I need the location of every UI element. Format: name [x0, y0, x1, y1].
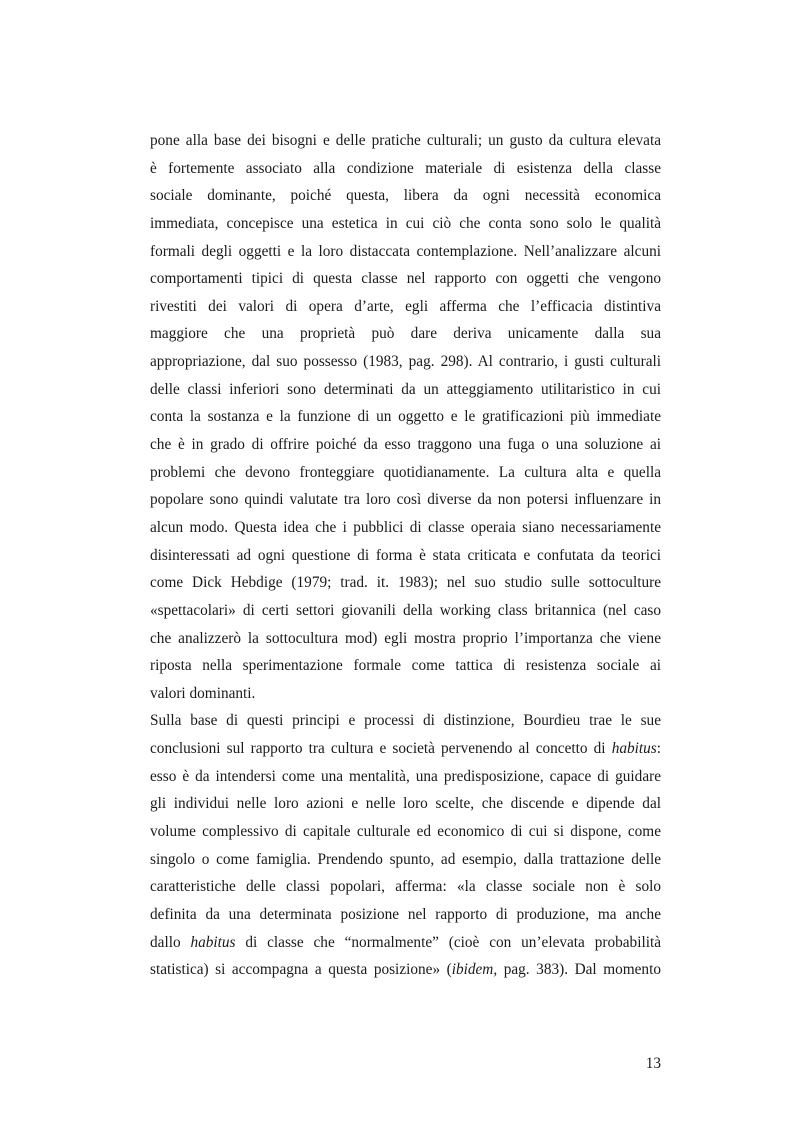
- text-line: [150, 680, 661, 708]
- text-segment: «spettacolari» di certi settori giovanili della working class britannica (nel caso: [150, 601, 661, 619]
- text-segment: statistica) si accompagna a questa posizione» (: [150, 961, 452, 979]
- text-segment: rivestiti dei valori di opera d’arte, egli afferma che l’efficacia distintiva: [150, 297, 661, 315]
- text-line: [150, 403, 661, 431]
- text-segment: di classe che “normalmente” (cioè con un’elevata probabilità: [235, 933, 661, 951]
- text-segment: caratteristiche delle classi popolari, afferma: «la classe sociale non è solo: [150, 878, 661, 896]
- text-line: [150, 790, 661, 818]
- text-line: [150, 155, 661, 183]
- text-segment: disinteressati ad ogni questione di forma è stata criticata e confutata da teorici: [150, 546, 661, 564]
- text-line: [150, 376, 661, 404]
- text-segment: definita da una determinata posizione nel rapporto di produzione, ma anche: [150, 905, 661, 923]
- text-line: [150, 320, 661, 348]
- text-line: [150, 542, 661, 570]
- text-segment: è fortemente associato alla condizione materiale di esistenza della classe: [150, 159, 661, 177]
- text-segment: sociale dominante, poiché questa, libera da ogni necessità economica: [150, 187, 661, 205]
- text-segment: che analizzerò la sottocultura mod) egli mostra proprio l’importanza che viene: [150, 629, 661, 647]
- text-segment: appropriazione, dal suo possesso (1983, pag. 298). Al contrario, i gusti culturali: [150, 353, 661, 371]
- text-line: [150, 763, 661, 791]
- text-line: [150, 818, 661, 846]
- text-segment: dallo: [150, 933, 191, 951]
- text-segment: che è in grado di offrire poiché da esso traggono una fuga o una soluzione ai: [150, 436, 661, 454]
- text-line: [150, 127, 661, 155]
- text-segment: Sulla base di questi principi e processi di distinzione, Bourdieu trae le sue: [150, 712, 661, 730]
- text-line: [150, 652, 661, 680]
- text-line: [150, 348, 661, 376]
- text-line: [150, 293, 661, 321]
- text-segment: gli individui nelle loro azioni e nelle loro scelte, che discende e dipende dal: [150, 795, 661, 813]
- text-segment: pag. 383). Dal momento: [497, 961, 661, 979]
- text-segment: immediata, concepisce una estetica in cui ciò che conta sono solo le qualità: [150, 214, 661, 232]
- text-line: [150, 265, 661, 293]
- text-segment: pone alla base dei bisogni e delle pratiche culturali; un gusto da cultura elevata: [150, 132, 661, 149]
- italic-term: ibidem,: [451, 961, 498, 979]
- text-line: [150, 625, 661, 653]
- text-segment: formali degli oggetti e la loro distaccata contemplazione. Nell’analizzare alcuni: [150, 242, 661, 260]
- text-line: [150, 459, 661, 487]
- text-line: [150, 735, 661, 763]
- text-line: [150, 846, 661, 874]
- text-segment: conclusioni sul rapporto tra cultura e società pervenendo al concetto di: [150, 740, 612, 758]
- text-line: [150, 210, 661, 238]
- text-line: [150, 873, 661, 901]
- text-segment: alcun modo. Questa idea che i pubblici di classe operaia siano necessariamente: [150, 518, 661, 536]
- text-segment: volume complessivo di capitale culturale ed economico di cui si dispone, come: [150, 823, 661, 841]
- page-number: 13: [645, 1055, 661, 1072]
- text-line: [150, 569, 661, 597]
- text-segment: problemi che devono fronteggiare quotidianamente. La cultura alta e quella: [150, 463, 661, 481]
- text-line: [150, 597, 661, 625]
- text-segment: esso è da intendersi come una mentalità, una predisposizione, capace di guidare: [150, 767, 661, 785]
- text-line: [150, 431, 661, 459]
- text-line: [150, 182, 661, 210]
- text-line: [150, 486, 661, 514]
- text-line: [150, 707, 661, 735]
- text-segment: maggiore che una proprietà può dare deriva unicamente dalla sua: [150, 325, 661, 343]
- text-segment: singolo o come famiglia. Prendendo spunto, ad esempio, dalla trattazione delle: [150, 850, 661, 868]
- text-segment: comportamenti tipici di questa classe nel rapporto con oggetti che vengono: [150, 270, 661, 288]
- text-line: [150, 901, 661, 929]
- text-segment: popolare sono quindi valutate tra loro così diverse da non potersi influenzare in: [150, 491, 661, 509]
- text-segment: come Dick Hebdige (1979; trad. it. 1983); nel suo studio sulle sottoculture: [150, 574, 661, 592]
- body-text: [150, 127, 661, 984]
- text-segment: riposta nella sperimentazione formale come tattica di resistenza sociale ai: [150, 657, 661, 675]
- text-segment: delle classi inferiori sono determinati da un atteggiamento utilitaristico in cui: [150, 380, 661, 398]
- text-line: [150, 956, 661, 984]
- text-line: [150, 238, 661, 266]
- text-segment: conta la sostanza e la funzione di un oggetto e le gratificazioni più immediate: [150, 408, 661, 426]
- italic-term: habitus: [190, 933, 236, 951]
- text-line: [150, 929, 661, 957]
- text-line: [150, 514, 661, 542]
- text-segment: :: [656, 740, 661, 758]
- text-segment: valori dominanti.: [150, 684, 256, 702]
- italic-term: habitus: [611, 740, 657, 758]
